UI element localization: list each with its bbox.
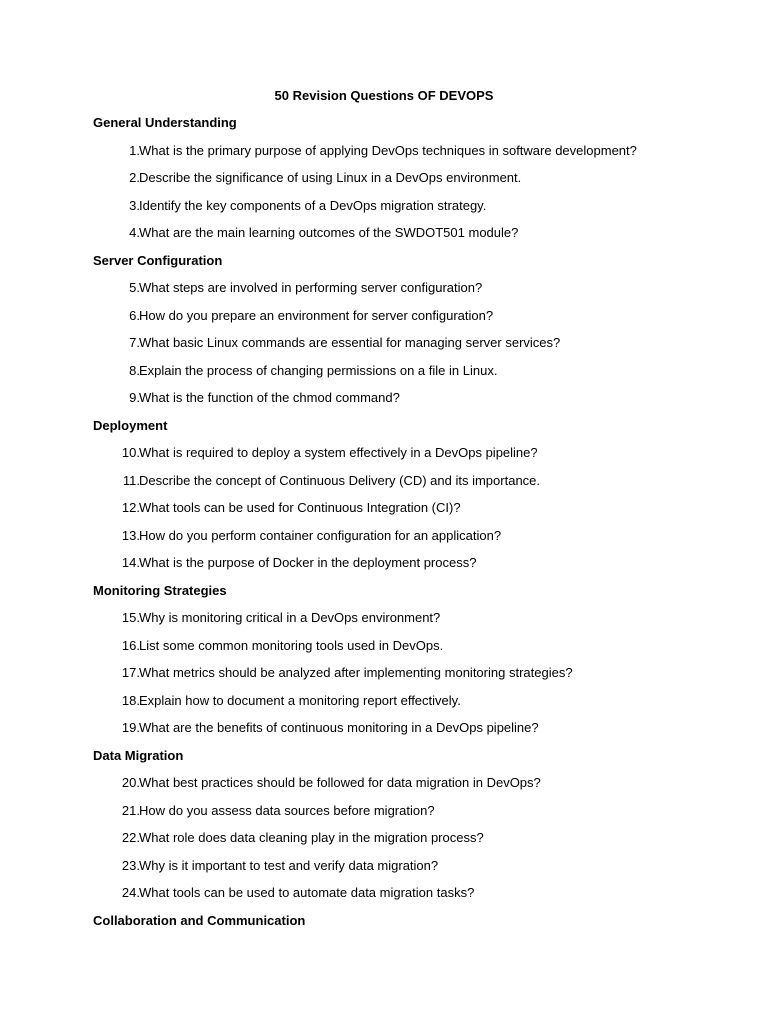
- question-number: 18.: [121, 692, 140, 708]
- question-item: [93, 802, 733, 820]
- question-item: [93, 169, 733, 187]
- question-number: 10.: [121, 445, 140, 460]
- question-item: [93, 224, 733, 242]
- question-text: What tools can be used for Continuous Integration (CI)?: [139, 500, 461, 515]
- section-heading: Monitoring Strategies: [93, 582, 227, 598]
- question-text: What is the purpose of Docker in the deployment process?: [139, 555, 477, 570]
- question-text: Why is it important to test and verify data migration?: [139, 857, 439, 873]
- question-number: 17.: [121, 665, 140, 680]
- section-heading: General Understanding: [93, 115, 237, 130]
- question-number: 3.: [129, 197, 140, 213]
- question-item: [93, 527, 733, 545]
- question-item: [93, 472, 733, 490]
- question-item: [93, 857, 733, 875]
- question-text: Why is monitoring critical in a DevOps environment?: [139, 610, 441, 625]
- question-item: [93, 664, 733, 682]
- question-item: [93, 719, 733, 737]
- question-item: [93, 884, 733, 902]
- question-list: [93, 609, 733, 737]
- question-list: [93, 142, 733, 243]
- section-collaboration-and-communication: [93, 912, 733, 930]
- question-number: 20.: [121, 775, 140, 790]
- question-item: [93, 362, 733, 380]
- question-number: 8.: [129, 362, 140, 378]
- section-monitoring-strategies: [93, 582, 733, 738]
- question-item: [93, 692, 733, 710]
- question-number: 14.: [121, 555, 140, 570]
- question-text: What is the primary purpose of applying DevOps techniques in software development?: [139, 142, 637, 158]
- question-text: What are the benefits of continuous monitoring in a DevOps pipeline?: [139, 720, 539, 735]
- section-general-understanding: [93, 114, 733, 242]
- question-item: [93, 334, 733, 352]
- question-list: [93, 444, 733, 572]
- question-item: [93, 829, 733, 847]
- question-item: [93, 307, 733, 325]
- question-number: 19.: [121, 720, 140, 735]
- question-text: List some common monitoring tools used in DevOps.: [139, 637, 444, 653]
- question-number: 5.: [129, 280, 140, 295]
- question-number: 24.: [121, 885, 140, 900]
- question-number: 16.: [121, 637, 140, 653]
- question-list: [93, 774, 733, 902]
- question-item: [93, 554, 733, 572]
- question-number: 15.: [121, 610, 140, 625]
- question-text: Describe the significance of using Linux in a DevOps environment.: [139, 170, 522, 185]
- question-text: How do you perform container configuration for an application?: [139, 527, 502, 543]
- question-item: [93, 774, 733, 792]
- question-text: What role does data cleaning play in the migration process?: [139, 830, 484, 845]
- question-number: 4.: [129, 225, 140, 240]
- question-list: [93, 279, 733, 407]
- question-item: [93, 609, 733, 627]
- question-text: What basic Linux commands are essential for managing server services?: [139, 335, 561, 350]
- question-text: What is required to deploy a system effectively in a DevOps pipeline?: [139, 445, 538, 460]
- section-heading: Collaboration and Communication: [93, 912, 306, 928]
- section-server-configuration: [93, 252, 733, 408]
- question-text: Identify the key components of a DevOps migration strategy.: [139, 197, 487, 213]
- question-number: 13.: [121, 527, 140, 543]
- document-title: 50 Revision Questions OF DEVOPS: [274, 88, 494, 103]
- question-number: 7.: [129, 335, 140, 350]
- question-text: Explain the process of changing permissions on a file in Linux.: [139, 362, 498, 378]
- question-text: What is the function of the chmod command?: [139, 390, 400, 405]
- section-heading: Deployment: [93, 417, 168, 433]
- question-item: [93, 637, 733, 655]
- question-number: 12.: [121, 500, 140, 515]
- question-item: [93, 389, 733, 407]
- section-deployment: [93, 417, 733, 573]
- question-text: What best practices should be followed for data migration in DevOps?: [139, 775, 541, 790]
- question-text: Describe the concept of Continuous Delivery (CD) and its importance.: [139, 472, 541, 488]
- question-number: 23.: [121, 857, 140, 873]
- question-number: 22.: [121, 830, 140, 845]
- question-text: How do you assess data sources before migration?: [139, 802, 435, 818]
- question-text: What are the main learning outcomes of the SWDOT501 module?: [139, 225, 519, 240]
- question-text: What tools can be used to automate data migration tasks?: [139, 885, 475, 900]
- question-number: 21.: [121, 802, 140, 818]
- question-text: What metrics should be analyzed after implementing monitoring strategies?: [139, 665, 573, 680]
- question-text: Explain how to document a monitoring report effectively.: [139, 692, 461, 708]
- question-number: 9.: [129, 390, 140, 405]
- question-text: What steps are involved in performing server configuration?: [139, 280, 483, 295]
- section-data-migration: [93, 747, 733, 903]
- question-item: [93, 444, 733, 462]
- question-item: [93, 499, 733, 517]
- section-heading: Server Configuration: [93, 252, 223, 268]
- question-number: 1.: [129, 142, 140, 158]
- question-item: [93, 279, 733, 297]
- question-number: 2.: [129, 170, 140, 185]
- document-body: [93, 114, 733, 939]
- question-item: [93, 142, 733, 160]
- section-heading: Data Migration: [93, 747, 184, 763]
- question-number: 6.: [129, 307, 140, 323]
- question-item: [93, 197, 733, 215]
- question-number: 11.: [122, 472, 140, 488]
- question-text: How do you prepare an environment for server configuration?: [139, 307, 494, 323]
